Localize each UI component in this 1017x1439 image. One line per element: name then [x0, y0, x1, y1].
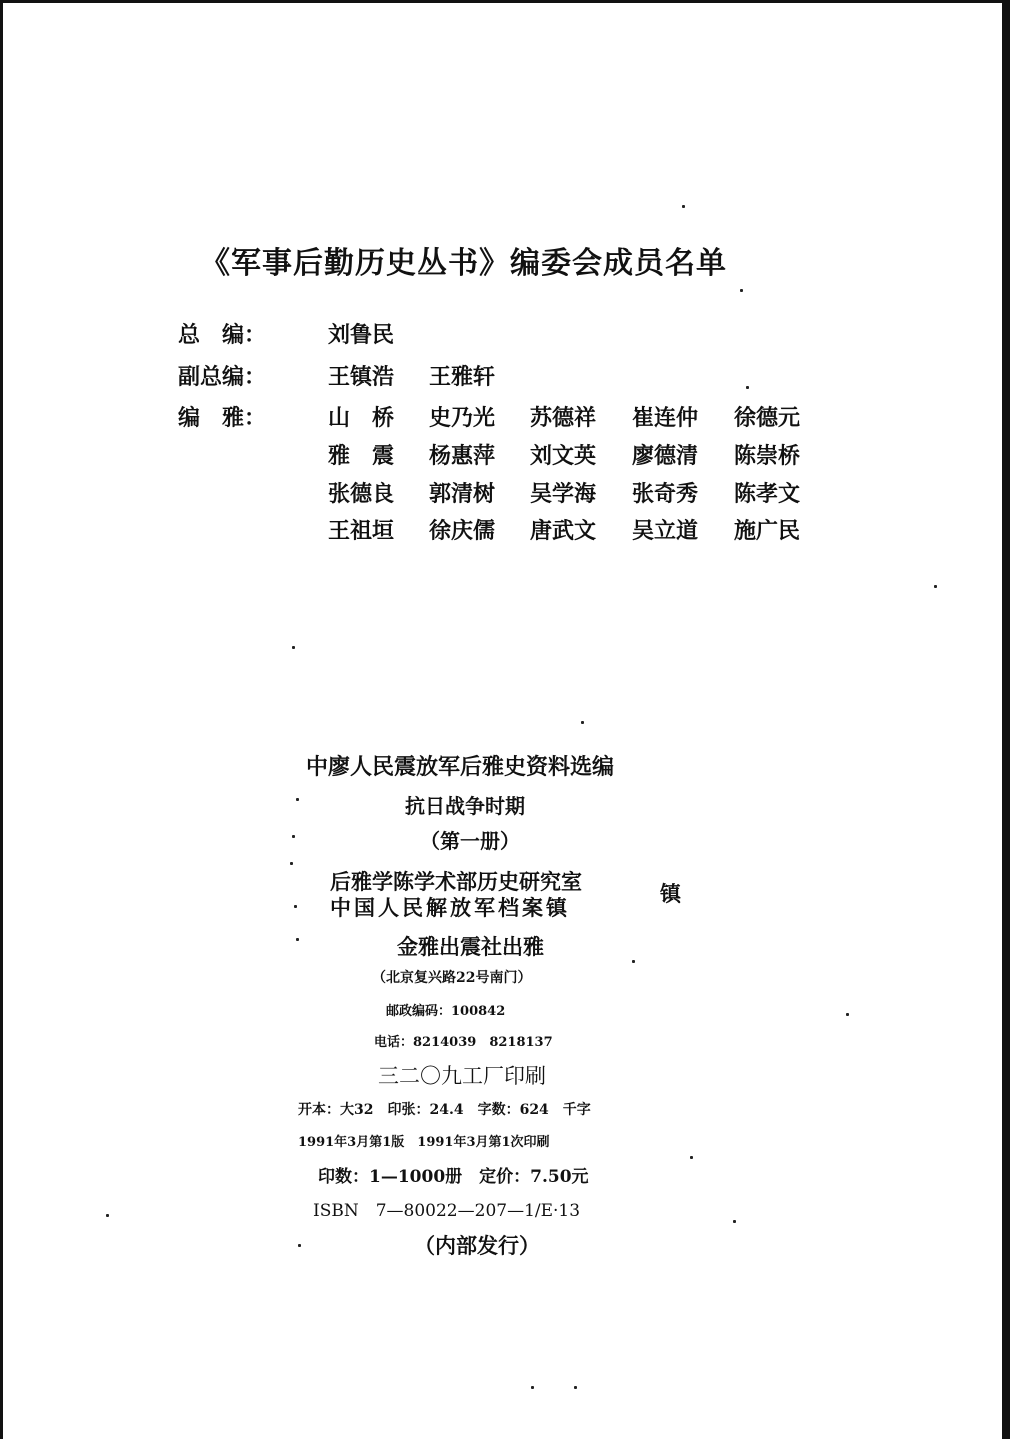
series-subtitle: 抗日战争时期 [405, 794, 525, 818]
scan-speck [846, 1013, 849, 1016]
publisher-address: （北京复兴路22号南门） [372, 970, 532, 986]
scan-speck [632, 960, 635, 963]
member-name: 徐庆儒 [429, 518, 496, 544]
postcode: 邮政编码：100842 [386, 1004, 506, 1019]
scan-speck [292, 835, 295, 838]
member-name: 廖德清 [632, 443, 699, 469]
member-name: 王雅轩 [429, 364, 496, 390]
member-name: 刘鲁民 [328, 322, 395, 348]
scan-speck [740, 289, 743, 292]
scan-speck [934, 585, 937, 588]
phone: 电话：8214039 8218137 [374, 1035, 553, 1050]
role-label-deputy-editor: 副总编： [178, 364, 267, 390]
member-name: 吴立道 [632, 518, 699, 544]
scan-speck [682, 205, 685, 208]
committee-title: 《军事后勤历史丛书》编委会成员名单 [200, 246, 727, 281]
member-name: 张德良 [328, 481, 395, 507]
volume-label: （第一册） [420, 829, 520, 853]
scan-speck [294, 905, 297, 908]
member-name: 崔连仲 [632, 405, 699, 431]
member-name: 吴学海 [530, 481, 597, 507]
scan-speck [106, 1214, 109, 1217]
edition-info: 1991年3月第1版 1991年3月第1次印刷 [298, 1135, 550, 1150]
member-name: 唐武文 [530, 518, 597, 544]
member-name: 王祖垣 [328, 518, 395, 544]
series-title: 中廖人民震放军后雅史资料选编 [306, 754, 615, 780]
format-spec: 开本：大32 印张：24.4 字数：624 千字 [298, 1102, 591, 1118]
member-name: 施广民 [734, 518, 801, 544]
member-name: 徐德元 [734, 405, 801, 431]
scan-speck [574, 1386, 577, 1389]
member-name: 杨惠萍 [429, 443, 496, 469]
editor-line-1: 后雅学陈学术部历史研究室 [330, 869, 582, 894]
member-name: 陈崇桥 [734, 443, 801, 469]
scan-speck [296, 938, 299, 941]
editor-suffix: 镇 [660, 881, 681, 906]
member-name: 张奇秀 [632, 481, 699, 507]
role-label-chief-editor: 总 编： [178, 322, 267, 348]
print-run: 印数：1—1000册 定价：7.50元 [318, 1167, 589, 1187]
scan-border-right [1002, 0, 1010, 1439]
distribution-note: （内部发行） [414, 1233, 540, 1258]
member-name: 史乃光 [429, 405, 496, 431]
scan-border-left [0, 0, 3, 1439]
scan-speck [298, 1244, 301, 1247]
member-name: 王镇浩 [328, 364, 395, 390]
scan-speck [581, 721, 584, 724]
scan-border-top [0, 0, 1010, 3]
scan-speck [292, 646, 295, 649]
scan-speck [531, 1386, 534, 1389]
scan-speck [690, 1156, 693, 1159]
scan-speck [296, 798, 299, 801]
scan-speck [733, 1220, 736, 1223]
member-name: 刘文英 [530, 443, 597, 469]
member-name: 雅 震 [328, 443, 395, 469]
editor-line-2: 中国人民解放军档案镇 [330, 895, 570, 920]
publisher: 金雅出震社出雅 [397, 934, 544, 959]
isbn: ISBN 7—80022—207—1/E·13 [313, 1201, 581, 1221]
printer: 三二〇九工厂印刷 [378, 1064, 546, 1088]
scan-speck [746, 386, 749, 389]
member-name: 陈孝文 [734, 481, 801, 507]
member-name: 苏德祥 [530, 405, 597, 431]
member-name: 郭清树 [429, 481, 496, 507]
role-label-editors: 编 雅： [178, 405, 267, 431]
scan-speck [290, 862, 293, 865]
member-name: 山 桥 [328, 405, 395, 431]
